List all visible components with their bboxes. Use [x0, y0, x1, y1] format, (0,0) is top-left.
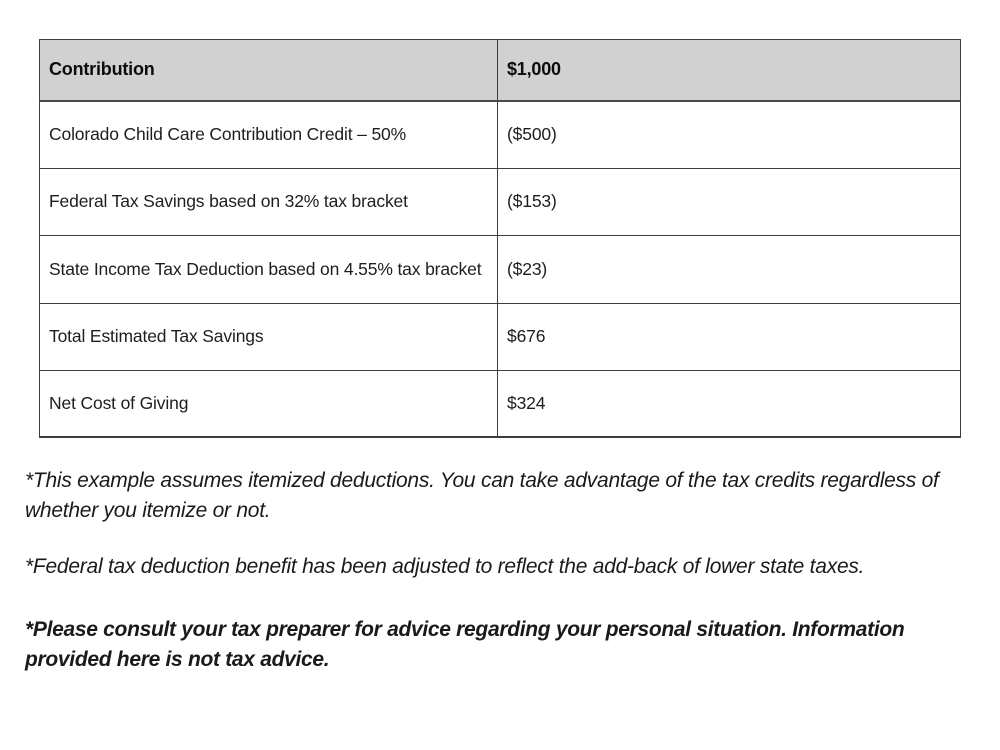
row-label-cell [40, 303, 498, 370]
row-label: Colorado Child Care Contribution Credit – 50% [49, 124, 407, 145]
row-amount-cell [498, 303, 961, 370]
row-label: Federal Tax Savings based on 32% tax bracket [49, 191, 408, 212]
row-label: Total Estimated Tax Savings [49, 326, 264, 347]
row-label-cell [40, 101, 498, 168]
table-row [40, 370, 961, 437]
row-amount-cell [498, 101, 961, 168]
table-header [40, 40, 961, 102]
table-row [40, 168, 961, 235]
footnotes [25, 466, 970, 675]
row-label: State Income Tax Deduction based on 4.55% tax bracket [49, 258, 482, 279]
column-header-contribution-label: Contribution [49, 59, 155, 80]
row-amount: ($500) [507, 124, 557, 145]
table-row [40, 235, 961, 303]
table-header-row [40, 40, 961, 102]
footnote-tax-advice-disclaimer: *Please consult your tax preparer for advice regarding your personal situation. Information provided here is not tax advice. [25, 618, 905, 672]
footnote-federal-deduction-addback: *Federal tax deduction benefit has been adjusted to reflect the add-back of lower state taxes. [25, 555, 865, 579]
row-label-cell [40, 235, 498, 303]
tax-table-container [39, 39, 960, 438]
row-amount-cell [498, 370, 961, 437]
row-label: Net Cost of Giving [49, 392, 189, 413]
row-label-cell [40, 370, 498, 437]
column-header-amount-label: $1,000 [507, 59, 561, 80]
table-row [40, 101, 961, 168]
row-amount: ($153) [507, 191, 557, 212]
tax-savings-table [39, 39, 961, 438]
footnote-itemized-deductions: *This example assumes itemized deductions. You can take advantage of the tax credits regardless of whether you itemize or not. [25, 469, 939, 523]
row-amount: $324 [507, 392, 546, 413]
column-header-contribution [40, 40, 498, 102]
table-row [40, 303, 961, 370]
column-header-amount [498, 40, 961, 102]
row-amount-cell [498, 168, 961, 235]
row-amount-cell [498, 235, 961, 303]
row-amount: ($23) [507, 258, 548, 279]
row-amount: $676 [507, 326, 546, 347]
table-body [40, 101, 961, 437]
row-label-cell [40, 168, 498, 235]
